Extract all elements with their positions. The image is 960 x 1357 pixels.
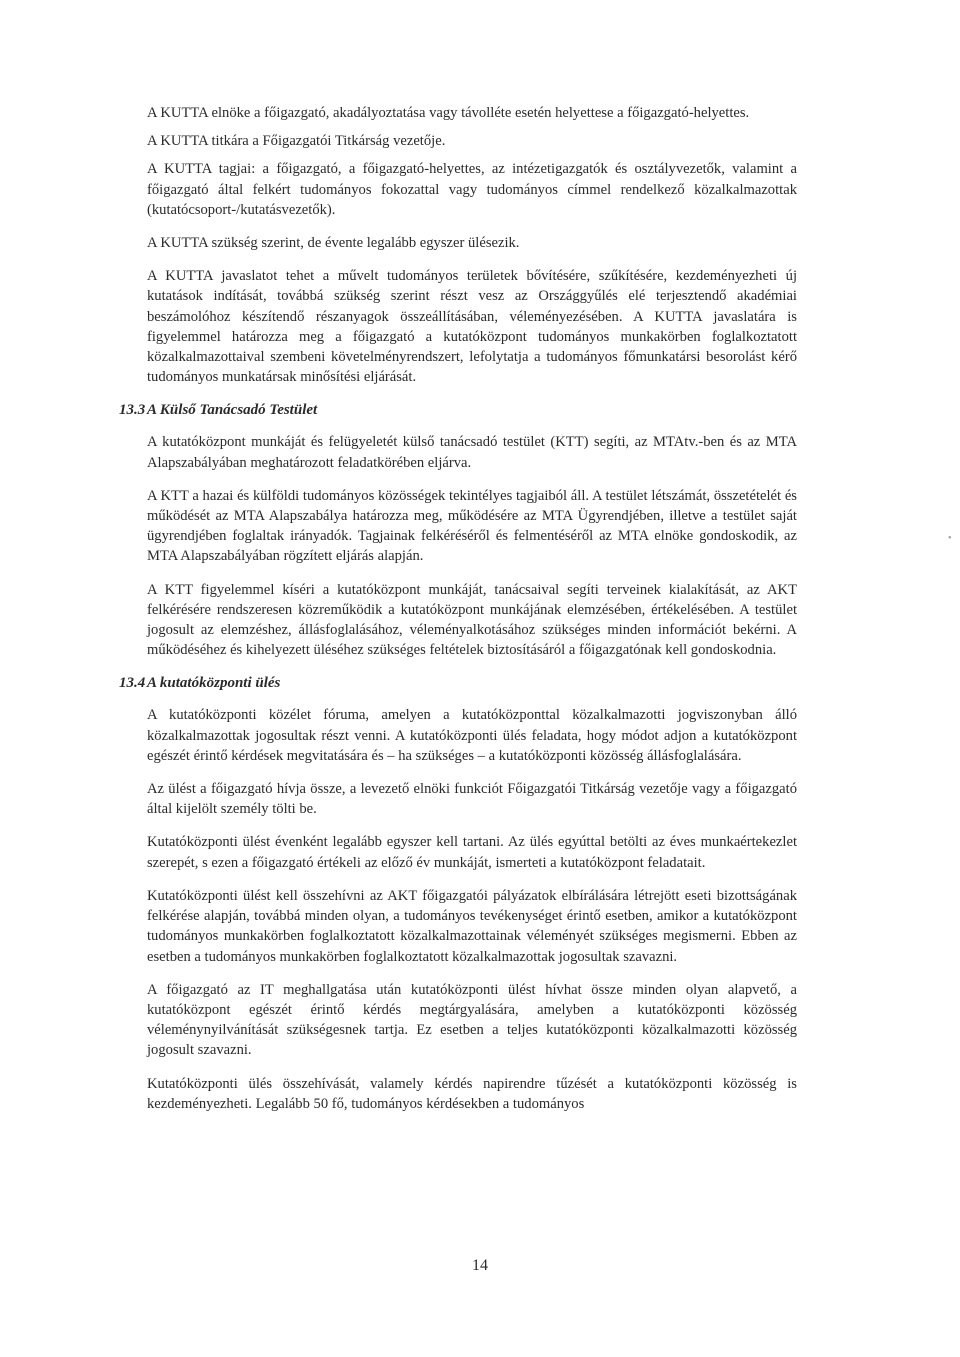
paragraph: Kutatóközponti ülést évenként legalább egyszer kell tartani. Az ülés egyúttal betölti az éves munkaértekezlet szerepét, s ezen a főigazgató értékeli az előző év munkáját, ismerteti a kutatóközpont feladatait. xyxy=(147,834,797,871)
paragraph: A KUTTA javaslatot tehet a művelt tudományos területek bővítésére, szűkítésére, kezdeményezheti új kutatások indítását, továbbá szükség szerint részt vesz az Országgyűlés elé terjesztendő akadémiai beszámolóhoz készítendő részanyagok összeállításában, véleményezésében. A KUTTA javaslatára is figyelemmel határozza meg a főigazgató a kutatóközpont tudományos munkakörben foglalkoztatott közalkalmazottaival szembeni követelményrendszert, lefolytatja a tudományos főmunkatársi besorolást kérő tudományos munkatársak minősítési eljárását. xyxy=(147,268,797,386)
section-title: A Külső Tanácsadó Testület xyxy=(147,402,318,419)
paragraph: Kutatóközponti ülést kell összehívni az AKT főigazgatói pályázatok elbírálására létrejött eseti bizottságának felkérése alapján, továbbá minden olyan, a tudományos tevékenységet érintő esetben, amikor a kutatóközpont tudományos munkakörben foglalkoztatott közalkalmazottainak véleményét szükséges megismerni. Ebben az esetben a tudományos munkakörben foglalkoztatott közalkalmazottak jogosultak szavazni. xyxy=(147,887,797,965)
section-title: A kutatóközponti ülés xyxy=(147,675,281,692)
paragraph: A főigazgató az IT meghallgatása után kutatóközponti ülést hívhat össze minden olyan alapvető, a kutatóközpont egészét érintő kérdés megtárgyalására, amelyben a kutatóközponti közösség véleménynyilvánítását szükségesnek tartja. Ez esetben a teljes kutatóközponti közalkalmazotti közösség jogosult szavazni. xyxy=(147,981,797,1059)
section-number: 13.4 xyxy=(119,675,146,692)
paragraph: A KUTTA elnöke a főigazgató, akadályoztatása vagy távolléte esetén helyettese a főigazgató-helyettes. xyxy=(147,105,750,121)
paragraph: A KTT a hazai és külföldi tudományos közösségek tekintélyes tagjaiból áll. A testület létszámát, összetételét és működését az MTA Alapszabálya határozza meg, működésére az MTA Ügyrendjében, illetve a testület saját ügyrendjében foglaltak irányadók. Tagjainak felkéréséről és felmentéséről az MTA elnöke gondoskodik, az MTA Alapszabályában rögzített eljárás alapján. xyxy=(147,487,797,565)
section-number: 13.3 xyxy=(119,402,146,419)
paragraph: A KUTTA szükség szerint, de évente legalább egyszer ülésezik. xyxy=(147,235,520,252)
paragraph: A KTT figyelemmel kíséri a kutatóközpont munkáját, tanácsaival segíti terveinek kialakítását, az AKT felkérésére rendszeresen közreműködik a kutatóközpont munkájának elemzésében, értékelésében. A testület jogosult az elemzéshez, állásfoglalásához, véleményalkotásához szükséges minden információt bekérni. A működéséhez és kihelyezett üléséhez szükséges feltételek biztosításáról a főigazgatónak kell gondoskodnia. xyxy=(147,581,797,659)
paragraph: Kutatóközponti ülés összehívását, valamely kérdés napirendre tűzését a kutatóközponti közösség is kezdeményezheti. Legalább 50 fő, tudományos kérdésekben a tudományos xyxy=(147,1075,797,1112)
margin-dot-mark: • xyxy=(948,533,952,544)
section-heading-13-3 xyxy=(119,400,797,420)
page-content xyxy=(119,103,797,1127)
section-heading-13-4 xyxy=(119,673,797,693)
paragraph: A kutatóközpont munkáját és felügyeletét külső tanácsadó testület (KTT) segíti, az MTAtv.-ben és az MTA Alapszabályában meghatározott feladatkörében eljárva. xyxy=(147,434,797,471)
paragraph: Az ülést a főigazgató hívja össze, a levezető elnöki funkciót Főigazgatói Titkárság vezetője vagy a főigazgató által kijelölt személy tölti be. xyxy=(147,781,797,818)
paragraph: A KUTTA tagjai: a főigazgató, a főigazgató-helyettes, az intézetigazgatók és osztályvezetők, valamint a főigazgató által felkért tudományos fokozattal vagy tudományos címmel rendelkező közalkalmazottak (kutatócsoport-/kutatásvezetők). xyxy=(147,161,797,218)
paragraph: A kutatóközponti közélet fóruma, amelyen a kutatóközponttal közalkalmazotti jogviszonyban álló közalkalmazottak jogosultak részt venni. A kutatóközponti ülés feladata, hogy módot adjon a kutatóközpont egészét érintő kérdések megvitatására és – ha szükséges – a kutatóközponti közösség állásfoglalására. xyxy=(147,707,797,764)
paragraph: A KUTTA titkára a Főigazgatói Titkárság vezetője. xyxy=(147,133,446,150)
page-number: 14 xyxy=(472,1257,488,1274)
